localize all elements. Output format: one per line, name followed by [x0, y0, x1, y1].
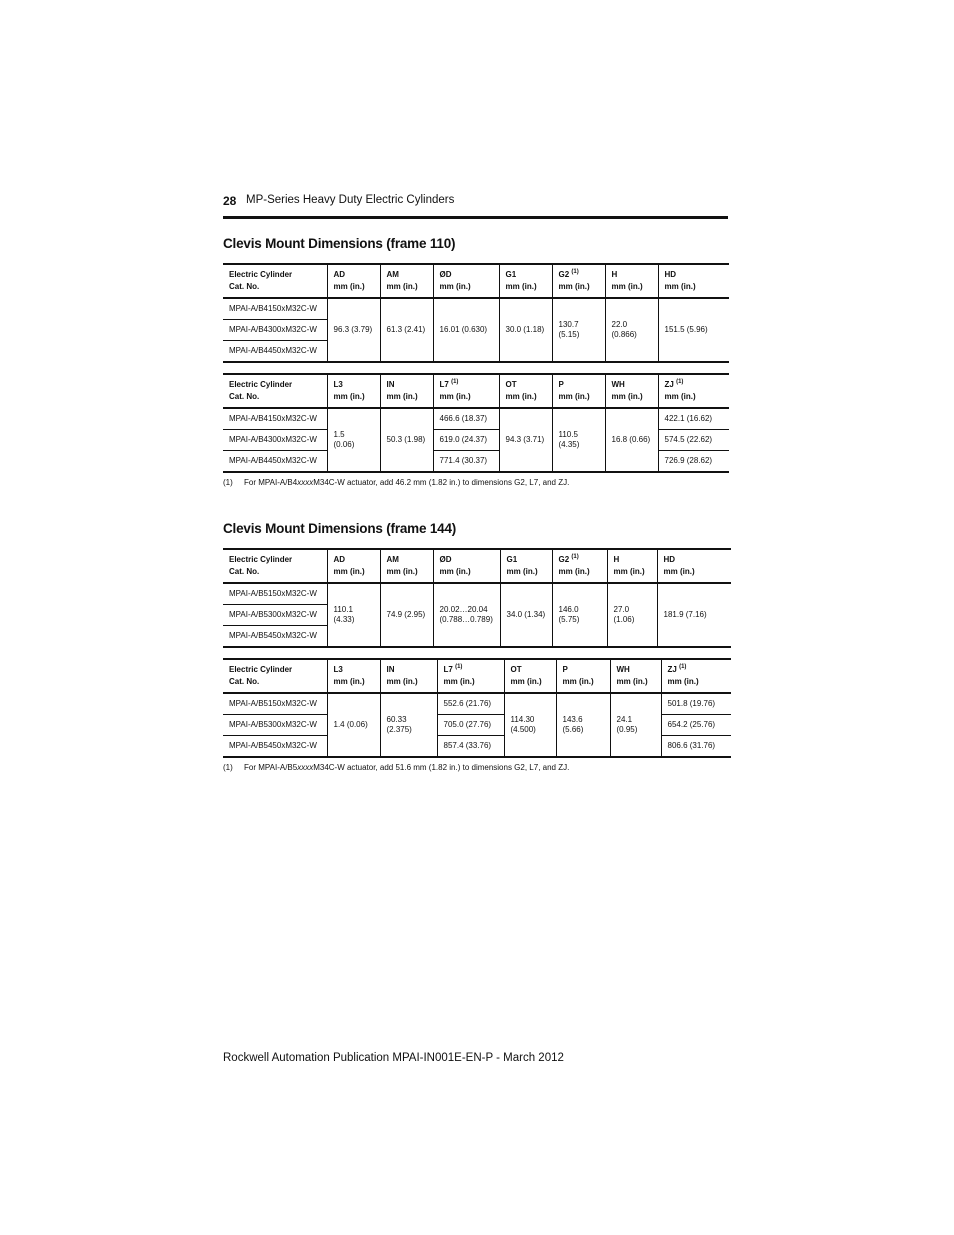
column-unit: mm (in.): [506, 567, 538, 576]
cell-value: 94.3 (3.71): [505, 435, 545, 444]
column-unit: mm (in.): [505, 392, 537, 401]
cat-no: MPAI-A/B4300xM32C-W: [229, 435, 317, 444]
column-unit: mm (in.): [664, 392, 696, 401]
column-unit: mm (in.): [613, 567, 645, 576]
dimension-cell: [433, 430, 499, 451]
column-name: H: [613, 555, 620, 564]
column-name: L3: [333, 380, 343, 389]
column-unit: mm (in.): [386, 567, 418, 576]
dimension-cell: [437, 693, 504, 715]
footnote-ref: (1): [455, 664, 463, 670]
table-row: [223, 408, 729, 430]
cell-value: 501.8 (19.76): [667, 699, 716, 708]
column-name: ZJ: [667, 665, 677, 674]
column-name: P: [562, 665, 568, 674]
column-header: [223, 549, 327, 583]
column-header: [661, 659, 731, 693]
cat-no-cell: [223, 605, 327, 626]
column-header: [605, 374, 658, 408]
dimension-cell: [657, 583, 731, 647]
cell-value: 96.3 (3.79): [333, 325, 373, 334]
cell-value: (4.500): [510, 725, 536, 734]
column-header: [658, 374, 729, 408]
column-header: [223, 374, 327, 408]
dimension-cell: [552, 408, 605, 472]
footnote-frame-110: [223, 478, 569, 487]
column-unit: mm (in.): [611, 282, 643, 291]
cat-no-cell: [223, 408, 327, 430]
cat-no: MPAI-A/B5450xM32C-W: [229, 741, 317, 750]
dimension-cell: [661, 715, 731, 736]
column-unit: mm (in.): [333, 282, 365, 291]
column-unit: mm (in.): [333, 392, 365, 401]
dimension-table-frame-144-a: [223, 548, 731, 648]
column-unit: mm (in.): [558, 282, 590, 291]
column-unit: mm (in.): [664, 282, 696, 291]
cat-no-cell: [223, 298, 327, 320]
cell-value: 30.0 (1.18): [505, 325, 545, 334]
column-unit: mm (in.): [333, 567, 365, 576]
cell-value: 466.6 (18.37): [439, 414, 488, 423]
column-header: [552, 549, 607, 583]
cell-value: 27.0 (1.06): [613, 605, 635, 624]
footnote-mark: (1): [223, 478, 233, 487]
column-header: [327, 374, 380, 408]
cell-value: 552.6 (21.76): [443, 699, 492, 708]
cat-no-cell: [223, 430, 327, 451]
column-unit: mm (in.): [667, 677, 699, 686]
column-unit: Cat. No.: [229, 567, 260, 576]
footnote-italic: xxxx: [297, 478, 314, 487]
column-name: WH: [611, 380, 625, 389]
dimension-cell: [500, 583, 552, 647]
cell-value: 16.01 (0.630): [439, 325, 488, 334]
dimension-cell: [552, 583, 607, 647]
dimension-cell: [658, 430, 729, 451]
cell-value: 74.9 (2.95): [386, 610, 426, 619]
column-name: L7: [439, 380, 449, 389]
dimension-cell: [327, 583, 380, 647]
column-header: [380, 549, 433, 583]
dimension-cell: [380, 693, 437, 757]
cell-value: 857.4 (33.76): [443, 741, 492, 750]
column-header: [658, 264, 729, 298]
cell-value: 726.9 (28.62): [664, 456, 713, 465]
dimension-cell: [605, 298, 658, 362]
column-unit: mm (in.): [562, 677, 594, 686]
column-header: [499, 264, 552, 298]
cell-value: 654.2 (25.76): [667, 720, 716, 729]
table-row: [223, 298, 729, 320]
page-header: [223, 192, 728, 219]
column-unit: mm (in.): [558, 392, 590, 401]
footnote-mark: (1): [223, 763, 233, 772]
column-header: [437, 659, 504, 693]
column-header: [380, 659, 437, 693]
column-name: ØD: [439, 270, 452, 279]
cell-value: 619.0 (24.37): [439, 435, 488, 444]
dimension-table-frame-110-b: [223, 373, 729, 473]
cat-no-cell: [223, 341, 327, 363]
column-name: HD: [663, 555, 676, 564]
page-number: 28: [223, 194, 237, 208]
column-name: P: [558, 380, 564, 389]
footnote-text: M34C-W actuator, add 51.6 mm (1.82 in.) to dimensions G2, L7, and ZJ.: [313, 763, 570, 772]
footnote-ref: (1): [571, 269, 579, 275]
column-name: OT: [510, 665, 522, 674]
footnote-ref: (1): [679, 664, 687, 670]
dimension-cell: [610, 693, 661, 757]
footnote-ref: (1): [676, 379, 684, 385]
dimension-cell: [433, 451, 499, 473]
dimension-cell: [380, 408, 433, 472]
cat-no: MPAI-A/B4300xM32C-W: [229, 325, 317, 334]
cell-value: 1.5: [333, 430, 345, 439]
cat-no-cell: [223, 320, 327, 341]
column-unit: mm (in.): [386, 282, 418, 291]
dimension-cell: [380, 298, 433, 362]
column-name: Electric Cylinder: [229, 270, 293, 279]
dimension-table-frame-144-b: [223, 658, 731, 758]
dimension-cell: [433, 298, 499, 362]
column-name: L7: [443, 665, 453, 674]
section-title-frame-110: Clevis Mount Dimensions (frame 110): [223, 236, 456, 251]
column-header: [223, 264, 327, 298]
cat-no-cell: [223, 626, 327, 648]
dimension-cell: [327, 693, 380, 757]
cat-no: MPAI-A/B4150xM32C-W: [229, 304, 317, 313]
cat-no: MPAI-A/B5150xM32C-W: [229, 589, 317, 598]
column-name: AM: [386, 555, 399, 564]
column-unit: Cat. No.: [229, 282, 260, 291]
cell-value: (0.788…0.789): [439, 615, 493, 624]
column-name: ØD: [439, 555, 452, 564]
cat-no: MPAI-A/B5300xM32C-W: [229, 720, 317, 729]
cell-value: 16.8 (0.66): [611, 435, 651, 444]
cell-value: 130.7 (5.15): [558, 320, 580, 339]
column-unit: mm (in.): [505, 282, 537, 291]
cat-no-cell: [223, 583, 327, 605]
cell-value: 806.6 (31.76): [667, 741, 716, 750]
dimension-cell: [658, 408, 729, 430]
dimension-cell: [327, 298, 380, 362]
cat-no: MPAI-A/B4150xM32C-W: [229, 414, 317, 423]
column-name: Electric Cylinder: [229, 555, 293, 564]
column-name: IN: [386, 665, 395, 674]
footnote-ref: (1): [571, 554, 579, 560]
column-unit: mm (in.): [443, 677, 475, 686]
cell-value: 1.4 (0.06): [333, 720, 368, 729]
table-header-row: [223, 264, 729, 298]
dimension-cell: [433, 408, 499, 430]
column-header: [433, 549, 500, 583]
cat-no-cell: [223, 451, 327, 473]
cell-value: 60.33: [386, 715, 407, 724]
cat-no-cell: [223, 715, 327, 736]
dimension-cell: [661, 736, 731, 758]
column-unit: mm (in.): [663, 567, 695, 576]
dimension-cell: [499, 408, 552, 472]
dimension-cell: [556, 693, 610, 757]
column-header: [433, 374, 499, 408]
footnote-text: For MPAI-A/B4: [244, 478, 298, 487]
table-row: [223, 583, 731, 605]
column-unit: mm (in.): [616, 677, 648, 686]
cell-value: 146.0 (5.75): [558, 605, 580, 624]
column-name: L3: [333, 665, 343, 674]
cell-value: 24.1 (0.95): [616, 715, 638, 734]
footnote-frame-144: [223, 763, 569, 772]
column-header: [552, 264, 605, 298]
column-name: IN: [386, 380, 395, 389]
cell-value: 151.5 (5.96): [664, 325, 708, 334]
dimension-cell: [437, 736, 504, 758]
dimension-cell: [499, 298, 552, 362]
column-name: OT: [505, 380, 517, 389]
dimension-cell: [552, 298, 605, 362]
page-footer: Rockwell Automation Publication MPAI-IN001E-EN-P - March 2012: [223, 1052, 564, 1064]
dimension-cell: [504, 693, 556, 757]
footnote-text: For MPAI-A/B5: [244, 763, 298, 772]
footnote-italic: xxxx: [297, 763, 314, 772]
cell-value: 705.0 (27.76): [443, 720, 492, 729]
column-header: [327, 659, 380, 693]
dimension-cell: [380, 583, 433, 647]
section-title-frame-144: Clevis Mount Dimensions (frame 144): [223, 521, 457, 536]
cell-value: 34.0 (1.34): [506, 610, 546, 619]
column-name: G2: [558, 555, 570, 564]
column-unit: mm (in.): [439, 567, 471, 576]
cell-value: (0.06): [333, 440, 355, 449]
cat-no-cell: [223, 736, 327, 758]
column-unit: mm (in.): [510, 677, 542, 686]
column-header: [610, 659, 661, 693]
column-unit: Cat. No.: [229, 392, 260, 401]
cell-value: 110.1 (4.33): [333, 605, 355, 624]
column-unit: mm (in.): [439, 282, 471, 291]
column-header: [223, 659, 327, 693]
cat-no-cell: [223, 693, 327, 715]
dimension-cell: [661, 693, 731, 715]
column-header: [499, 374, 552, 408]
column-name: Electric Cylinder: [229, 380, 293, 389]
column-unit: mm (in.): [386, 392, 418, 401]
column-name: ZJ: [664, 380, 674, 389]
cell-value: 422.1 (16.62): [664, 414, 713, 423]
cell-value: (2.375): [386, 725, 412, 734]
column-name: G1: [506, 555, 518, 564]
column-name: G1: [505, 270, 517, 279]
column-header: [327, 549, 380, 583]
column-header: [500, 549, 552, 583]
column-header: [607, 549, 657, 583]
column-unit: mm (in.): [386, 677, 418, 686]
table-header-row: [223, 374, 729, 408]
column-unit: mm (in.): [333, 677, 365, 686]
column-name: WH: [616, 665, 630, 674]
dimension-table-frame-110-a: [223, 263, 729, 363]
dimension-cell: [658, 451, 729, 473]
column-unit: Cat. No.: [229, 677, 260, 686]
column-unit: mm (in.): [439, 392, 471, 401]
footnote-ref: (1): [451, 379, 459, 385]
cell-value: 22.0 (0.866): [611, 320, 637, 339]
column-name: AD: [333, 270, 346, 279]
column-name: AD: [333, 555, 346, 564]
footnote-text: M34C-W actuator, add 46.2 mm (1.82 in.) to dimensions G2, L7, and ZJ.: [313, 478, 570, 487]
column-header: [552, 374, 605, 408]
running-title: MP-Series Heavy Duty Electric Cylinders: [246, 194, 455, 206]
column-unit: mm (in.): [558, 567, 590, 576]
table-row: [223, 693, 731, 715]
dimension-cell: [437, 715, 504, 736]
cell-value: 771.4 (30.37): [439, 456, 488, 465]
column-header: [327, 264, 380, 298]
column-header: [380, 374, 433, 408]
cat-no: MPAI-A/B5150xM32C-W: [229, 699, 317, 708]
column-name: G2: [558, 270, 570, 279]
column-name: Electric Cylinder: [229, 665, 293, 674]
column-header: [556, 659, 610, 693]
column-name: HD: [664, 270, 677, 279]
dimension-cell: [327, 408, 380, 472]
cat-no: MPAI-A/B5300xM32C-W: [229, 610, 317, 619]
column-header: [657, 549, 731, 583]
column-header: [380, 264, 433, 298]
cell-value: 61.3 (2.41): [386, 325, 426, 334]
cell-value: 574.5 (22.62): [664, 435, 713, 444]
cell-value: 20.02…20.04: [439, 605, 488, 614]
dimension-cell: [658, 298, 729, 362]
table-header-row: [223, 549, 731, 583]
cat-no: MPAI-A/B4450xM32C-W: [229, 456, 317, 465]
cell-value: 143.6 (5.66): [562, 715, 584, 734]
cell-value: 181.9 (7.16): [663, 610, 707, 619]
column-unit: mm (in.): [611, 392, 643, 401]
cell-value: 50.3 (1.98): [386, 435, 426, 444]
cat-no: MPAI-A/B5450xM32C-W: [229, 631, 317, 640]
column-name: H: [611, 270, 618, 279]
dimension-cell: [607, 583, 657, 647]
cat-no: MPAI-A/B4450xM32C-W: [229, 346, 317, 355]
dimension-cell: [433, 583, 500, 647]
cell-value: 110.5 (4.35): [558, 430, 580, 449]
column-header: [504, 659, 556, 693]
table-header-row: [223, 659, 731, 693]
cell-value: 114.30: [510, 715, 535, 724]
column-header: [605, 264, 658, 298]
dimension-cell: [605, 408, 658, 472]
column-name: AM: [386, 270, 399, 279]
column-header: [433, 264, 499, 298]
